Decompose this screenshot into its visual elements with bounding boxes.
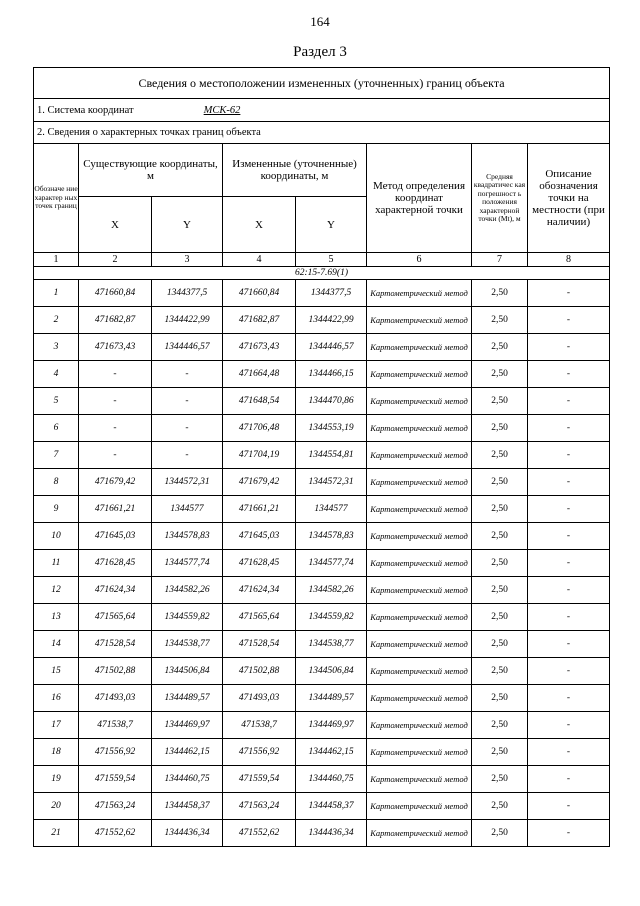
header-method: Метод определения координат характерной точки bbox=[367, 144, 472, 253]
table-row bbox=[34, 631, 610, 658]
existing-y-cell: 1344469,97 bbox=[152, 712, 223, 739]
point-number-cell: 9 bbox=[34, 496, 79, 523]
existing-x-cell: 471528,54 bbox=[79, 631, 152, 658]
accuracy-cell: 2,50 bbox=[472, 685, 528, 712]
table-row bbox=[34, 739, 610, 766]
points-section-label: 2. Сведения о характерных точках границ объекта bbox=[34, 122, 610, 144]
method-cell: Картометрический метод bbox=[367, 658, 472, 685]
header-y-existing: Y bbox=[152, 197, 223, 253]
point-number-cell: 3 bbox=[34, 334, 79, 361]
description-cell: - bbox=[528, 793, 610, 820]
existing-x-cell: 471563,24 bbox=[79, 793, 152, 820]
method-cell: Картометрический метод bbox=[367, 469, 472, 496]
description-cell: - bbox=[528, 712, 610, 739]
table-row bbox=[34, 604, 610, 631]
point-number-cell: 21 bbox=[34, 820, 79, 847]
coordinate-system-value: МСК-62 bbox=[203, 104, 241, 116]
method-cell: Картометрический метод bbox=[367, 631, 472, 658]
method-cell: Картометрический метод bbox=[367, 523, 472, 550]
point-number-cell: 17 bbox=[34, 712, 79, 739]
description-cell: - bbox=[528, 631, 610, 658]
header-accuracy: Средняя квадратичес кая погрешност ь положения характерной точки (Mt), м bbox=[472, 144, 528, 253]
table-row bbox=[34, 658, 610, 685]
changed-y-cell: 1344470,86 bbox=[296, 388, 367, 415]
existing-x-cell: - bbox=[79, 361, 152, 388]
changed-x-cell: 471565,64 bbox=[223, 604, 296, 631]
table-row bbox=[34, 415, 610, 442]
accuracy-cell: 2,50 bbox=[472, 523, 528, 550]
existing-y-cell: 1344572,31 bbox=[152, 469, 223, 496]
existing-y-cell: 1344377,5 bbox=[152, 280, 223, 307]
description-cell: - bbox=[528, 280, 610, 307]
coordinate-system-label: 1. Система координат bbox=[37, 104, 134, 116]
changed-x-cell: 471624,34 bbox=[223, 577, 296, 604]
method-cell: Картометрический метод bbox=[367, 361, 472, 388]
existing-y-cell: 1344577,74 bbox=[152, 550, 223, 577]
point-number-cell: 10 bbox=[34, 523, 79, 550]
header-changed-coordinates: Измененные (уточненные) координаты, м bbox=[223, 144, 367, 197]
table-row bbox=[34, 577, 610, 604]
table-row bbox=[34, 334, 610, 361]
method-cell: Картометрический метод bbox=[367, 793, 472, 820]
description-cell: - bbox=[528, 307, 610, 334]
changed-y-cell: 1344577,74 bbox=[296, 550, 367, 577]
existing-x-cell: - bbox=[79, 442, 152, 469]
changed-y-cell: 1344422,99 bbox=[296, 307, 367, 334]
existing-x-cell: 471502,88 bbox=[79, 658, 152, 685]
changed-x-cell: 471502,88 bbox=[223, 658, 296, 685]
changed-x-cell: 471645,03 bbox=[223, 523, 296, 550]
column-number: 8 bbox=[528, 253, 610, 267]
existing-x-cell: 471628,45 bbox=[79, 550, 152, 577]
table-row bbox=[34, 685, 610, 712]
changed-x-cell: 471552,62 bbox=[223, 820, 296, 847]
column-number: 2 bbox=[79, 253, 152, 267]
description-cell: - bbox=[528, 496, 610, 523]
table-row bbox=[34, 550, 610, 577]
table-row bbox=[34, 307, 610, 334]
point-number-cell: 15 bbox=[34, 658, 79, 685]
point-number-cell: 6 bbox=[34, 415, 79, 442]
method-cell: Картометрический метод bbox=[367, 739, 472, 766]
header-designation: Обозначе ние характер ных точек границ bbox=[34, 144, 79, 253]
description-cell: - bbox=[528, 361, 610, 388]
existing-y-cell: 1344582,26 bbox=[152, 577, 223, 604]
changed-x-cell: 471660,84 bbox=[223, 280, 296, 307]
changed-y-cell: 1344460,75 bbox=[296, 766, 367, 793]
header-existing-coordinates: Существующие координаты, м bbox=[79, 144, 223, 197]
existing-y-cell: - bbox=[152, 388, 223, 415]
point-number-cell: 19 bbox=[34, 766, 79, 793]
column-numbers-row bbox=[34, 253, 610, 267]
point-number-cell: 16 bbox=[34, 685, 79, 712]
accuracy-cell: 2,50 bbox=[472, 415, 528, 442]
changed-x-cell: 471706,48 bbox=[223, 415, 296, 442]
existing-y-cell: 1344489,57 bbox=[152, 685, 223, 712]
table-title: Сведения о местоположении измененных (уточненных) границ объекта bbox=[34, 68, 610, 99]
method-cell: Картометрический метод bbox=[367, 415, 472, 442]
changed-y-cell: 1344572,31 bbox=[296, 469, 367, 496]
changed-x-cell: 471673,43 bbox=[223, 334, 296, 361]
section-title: Раздел 3 bbox=[293, 44, 347, 60]
accuracy-cell: 2,50 bbox=[472, 577, 528, 604]
existing-y-cell: 1344422,99 bbox=[152, 307, 223, 334]
point-number-cell: 13 bbox=[34, 604, 79, 631]
changed-y-cell: 1344458,37 bbox=[296, 793, 367, 820]
changed-x-cell: 471556,92 bbox=[223, 739, 296, 766]
existing-y-cell: 1344559,82 bbox=[152, 604, 223, 631]
existing-x-cell: 471565,64 bbox=[79, 604, 152, 631]
boundary-points-table bbox=[33, 67, 610, 847]
table-row bbox=[34, 496, 610, 523]
existing-y-cell: 1344462,15 bbox=[152, 739, 223, 766]
changed-x-cell: 471528,54 bbox=[223, 631, 296, 658]
changed-x-cell: 471559,54 bbox=[223, 766, 296, 793]
column-number: 6 bbox=[367, 253, 472, 267]
changed-y-cell: 1344559,82 bbox=[296, 604, 367, 631]
existing-x-cell: 471493,03 bbox=[79, 685, 152, 712]
point-number-cell: 18 bbox=[34, 739, 79, 766]
accuracy-cell: 2,50 bbox=[472, 442, 528, 469]
point-number-cell: 11 bbox=[34, 550, 79, 577]
header-description: Описание обозначения точки на местности (при наличии) bbox=[528, 144, 610, 253]
description-cell: - bbox=[528, 820, 610, 847]
existing-x-cell: 471679,42 bbox=[79, 469, 152, 496]
changed-x-cell: 471679,42 bbox=[223, 469, 296, 496]
accuracy-cell: 2,50 bbox=[472, 550, 528, 577]
changed-y-cell: 1344377,5 bbox=[296, 280, 367, 307]
method-cell: Картометрический метод bbox=[367, 550, 472, 577]
table-row bbox=[34, 280, 610, 307]
method-cell: Картометрический метод bbox=[367, 334, 472, 361]
changed-x-cell: 471682,87 bbox=[223, 307, 296, 334]
accuracy-cell: 2,50 bbox=[472, 739, 528, 766]
existing-y-cell: 1344578,83 bbox=[152, 523, 223, 550]
changed-y-cell: 1344436,34 bbox=[296, 820, 367, 847]
point-number-cell: 8 bbox=[34, 469, 79, 496]
table-row bbox=[34, 442, 610, 469]
accuracy-cell: 2,50 bbox=[472, 307, 528, 334]
description-cell: - bbox=[528, 739, 610, 766]
point-number-cell: 5 bbox=[34, 388, 79, 415]
changed-y-cell: 1344462,15 bbox=[296, 739, 367, 766]
existing-x-cell: - bbox=[79, 388, 152, 415]
description-cell: - bbox=[528, 415, 610, 442]
changed-y-cell: 1344446,57 bbox=[296, 334, 367, 361]
existing-y-cell: 1344538,77 bbox=[152, 631, 223, 658]
existing-x-cell: 471645,03 bbox=[79, 523, 152, 550]
description-cell: - bbox=[528, 658, 610, 685]
description-cell: - bbox=[528, 334, 610, 361]
accuracy-cell: 2,50 bbox=[472, 280, 528, 307]
accuracy-cell: 2,50 bbox=[472, 604, 528, 631]
changed-y-cell: 1344489,57 bbox=[296, 685, 367, 712]
description-cell: - bbox=[528, 604, 610, 631]
existing-x-cell: - bbox=[79, 415, 152, 442]
method-cell: Картометрический метод bbox=[367, 577, 472, 604]
accuracy-cell: 2,50 bbox=[472, 712, 528, 739]
existing-y-cell: - bbox=[152, 442, 223, 469]
header-y-changed: Y bbox=[296, 197, 367, 253]
coordinate-system-row bbox=[34, 99, 610, 122]
method-cell: Картометрический метод bbox=[367, 685, 472, 712]
accuracy-cell: 2,50 bbox=[472, 469, 528, 496]
method-cell: Картометрический метод bbox=[367, 496, 472, 523]
point-number-cell: 14 bbox=[34, 631, 79, 658]
method-cell: Картометрический метод bbox=[367, 820, 472, 847]
description-cell: - bbox=[528, 577, 610, 604]
existing-y-cell: 1344458,37 bbox=[152, 793, 223, 820]
changed-y-cell: 1344554,81 bbox=[296, 442, 367, 469]
point-number-cell: 2 bbox=[34, 307, 79, 334]
column-number: 7 bbox=[472, 253, 528, 267]
accuracy-cell: 2,50 bbox=[472, 766, 528, 793]
page-number: 164 bbox=[310, 14, 330, 29]
changed-y-cell: 1344506,84 bbox=[296, 658, 367, 685]
table-row bbox=[34, 766, 610, 793]
existing-x-cell: 471556,92 bbox=[79, 739, 152, 766]
description-cell: - bbox=[528, 523, 610, 550]
changed-x-cell: 471704,19 bbox=[223, 442, 296, 469]
existing-y-cell: 1344446,57 bbox=[152, 334, 223, 361]
existing-y-cell: - bbox=[152, 361, 223, 388]
point-number-cell: 7 bbox=[34, 442, 79, 469]
changed-y-cell: 1344577 bbox=[296, 496, 367, 523]
column-number: 4 bbox=[223, 253, 296, 267]
method-cell: Картометрический метод bbox=[367, 442, 472, 469]
method-cell: Картометрический метод bbox=[367, 388, 472, 415]
description-cell: - bbox=[528, 442, 610, 469]
table-row bbox=[34, 361, 610, 388]
accuracy-cell: 2,50 bbox=[472, 388, 528, 415]
table-row bbox=[34, 820, 610, 847]
accuracy-cell: 2,50 bbox=[472, 793, 528, 820]
accuracy-cell: 2,50 bbox=[472, 496, 528, 523]
changed-x-cell: 471628,45 bbox=[223, 550, 296, 577]
changed-x-cell: 471563,24 bbox=[223, 793, 296, 820]
existing-x-cell: 471660,84 bbox=[79, 280, 152, 307]
point-number-cell: 4 bbox=[34, 361, 79, 388]
method-cell: Картометрический метод bbox=[367, 766, 472, 793]
changed-y-cell: 1344538,77 bbox=[296, 631, 367, 658]
accuracy-cell: 2,50 bbox=[472, 658, 528, 685]
changed-x-cell: 471664,48 bbox=[223, 361, 296, 388]
description-cell: - bbox=[528, 685, 610, 712]
method-cell: Картометрический метод bbox=[367, 604, 472, 631]
description-cell: - bbox=[528, 766, 610, 793]
table-row bbox=[34, 523, 610, 550]
existing-y-cell: - bbox=[152, 415, 223, 442]
changed-x-cell: 471493,03 bbox=[223, 685, 296, 712]
header-x-changed: X bbox=[223, 197, 296, 253]
existing-y-cell: 1344577 bbox=[152, 496, 223, 523]
existing-x-cell: 471682,87 bbox=[79, 307, 152, 334]
method-cell: Картометрический метод bbox=[367, 712, 472, 739]
changed-y-cell: 1344553,19 bbox=[296, 415, 367, 442]
changed-x-cell: 471538,7 bbox=[223, 712, 296, 739]
accuracy-cell: 2,50 bbox=[472, 334, 528, 361]
existing-x-cell: 471673,43 bbox=[79, 334, 152, 361]
description-cell: - bbox=[528, 388, 610, 415]
changed-x-cell: 471648,54 bbox=[223, 388, 296, 415]
table-row bbox=[34, 469, 610, 496]
header-x-existing: X bbox=[79, 197, 152, 253]
existing-x-cell: 471624,34 bbox=[79, 577, 152, 604]
column-number: 5 bbox=[296, 253, 367, 267]
accuracy-cell: 2,50 bbox=[472, 820, 528, 847]
existing-y-cell: 1344460,75 bbox=[152, 766, 223, 793]
parcel-id: 62:15-7.69(1) bbox=[34, 267, 610, 280]
accuracy-cell: 2,50 bbox=[472, 631, 528, 658]
changed-y-cell: 1344582,26 bbox=[296, 577, 367, 604]
column-number: 3 bbox=[152, 253, 223, 267]
table-row bbox=[34, 793, 610, 820]
description-cell: - bbox=[528, 469, 610, 496]
point-number-cell: 12 bbox=[34, 577, 79, 604]
accuracy-cell: 2,50 bbox=[472, 361, 528, 388]
existing-x-cell: 471559,54 bbox=[79, 766, 152, 793]
table-row bbox=[34, 388, 610, 415]
existing-y-cell: 1344436,34 bbox=[152, 820, 223, 847]
point-number-cell: 20 bbox=[34, 793, 79, 820]
changed-y-cell: 1344469,97 bbox=[296, 712, 367, 739]
changed-x-cell: 471661,21 bbox=[223, 496, 296, 523]
point-number-cell: 1 bbox=[34, 280, 79, 307]
existing-x-cell: 471661,21 bbox=[79, 496, 152, 523]
column-number: 1 bbox=[34, 253, 79, 267]
existing-x-cell: 471538,7 bbox=[79, 712, 152, 739]
existing-x-cell: 471552,62 bbox=[79, 820, 152, 847]
changed-y-cell: 1344466,15 bbox=[296, 361, 367, 388]
table-row bbox=[34, 712, 610, 739]
method-cell: Картометрический метод bbox=[367, 280, 472, 307]
method-cell: Картометрический метод bbox=[367, 307, 472, 334]
description-cell: - bbox=[528, 550, 610, 577]
changed-y-cell: 1344578,83 bbox=[296, 523, 367, 550]
existing-y-cell: 1344506,84 bbox=[152, 658, 223, 685]
